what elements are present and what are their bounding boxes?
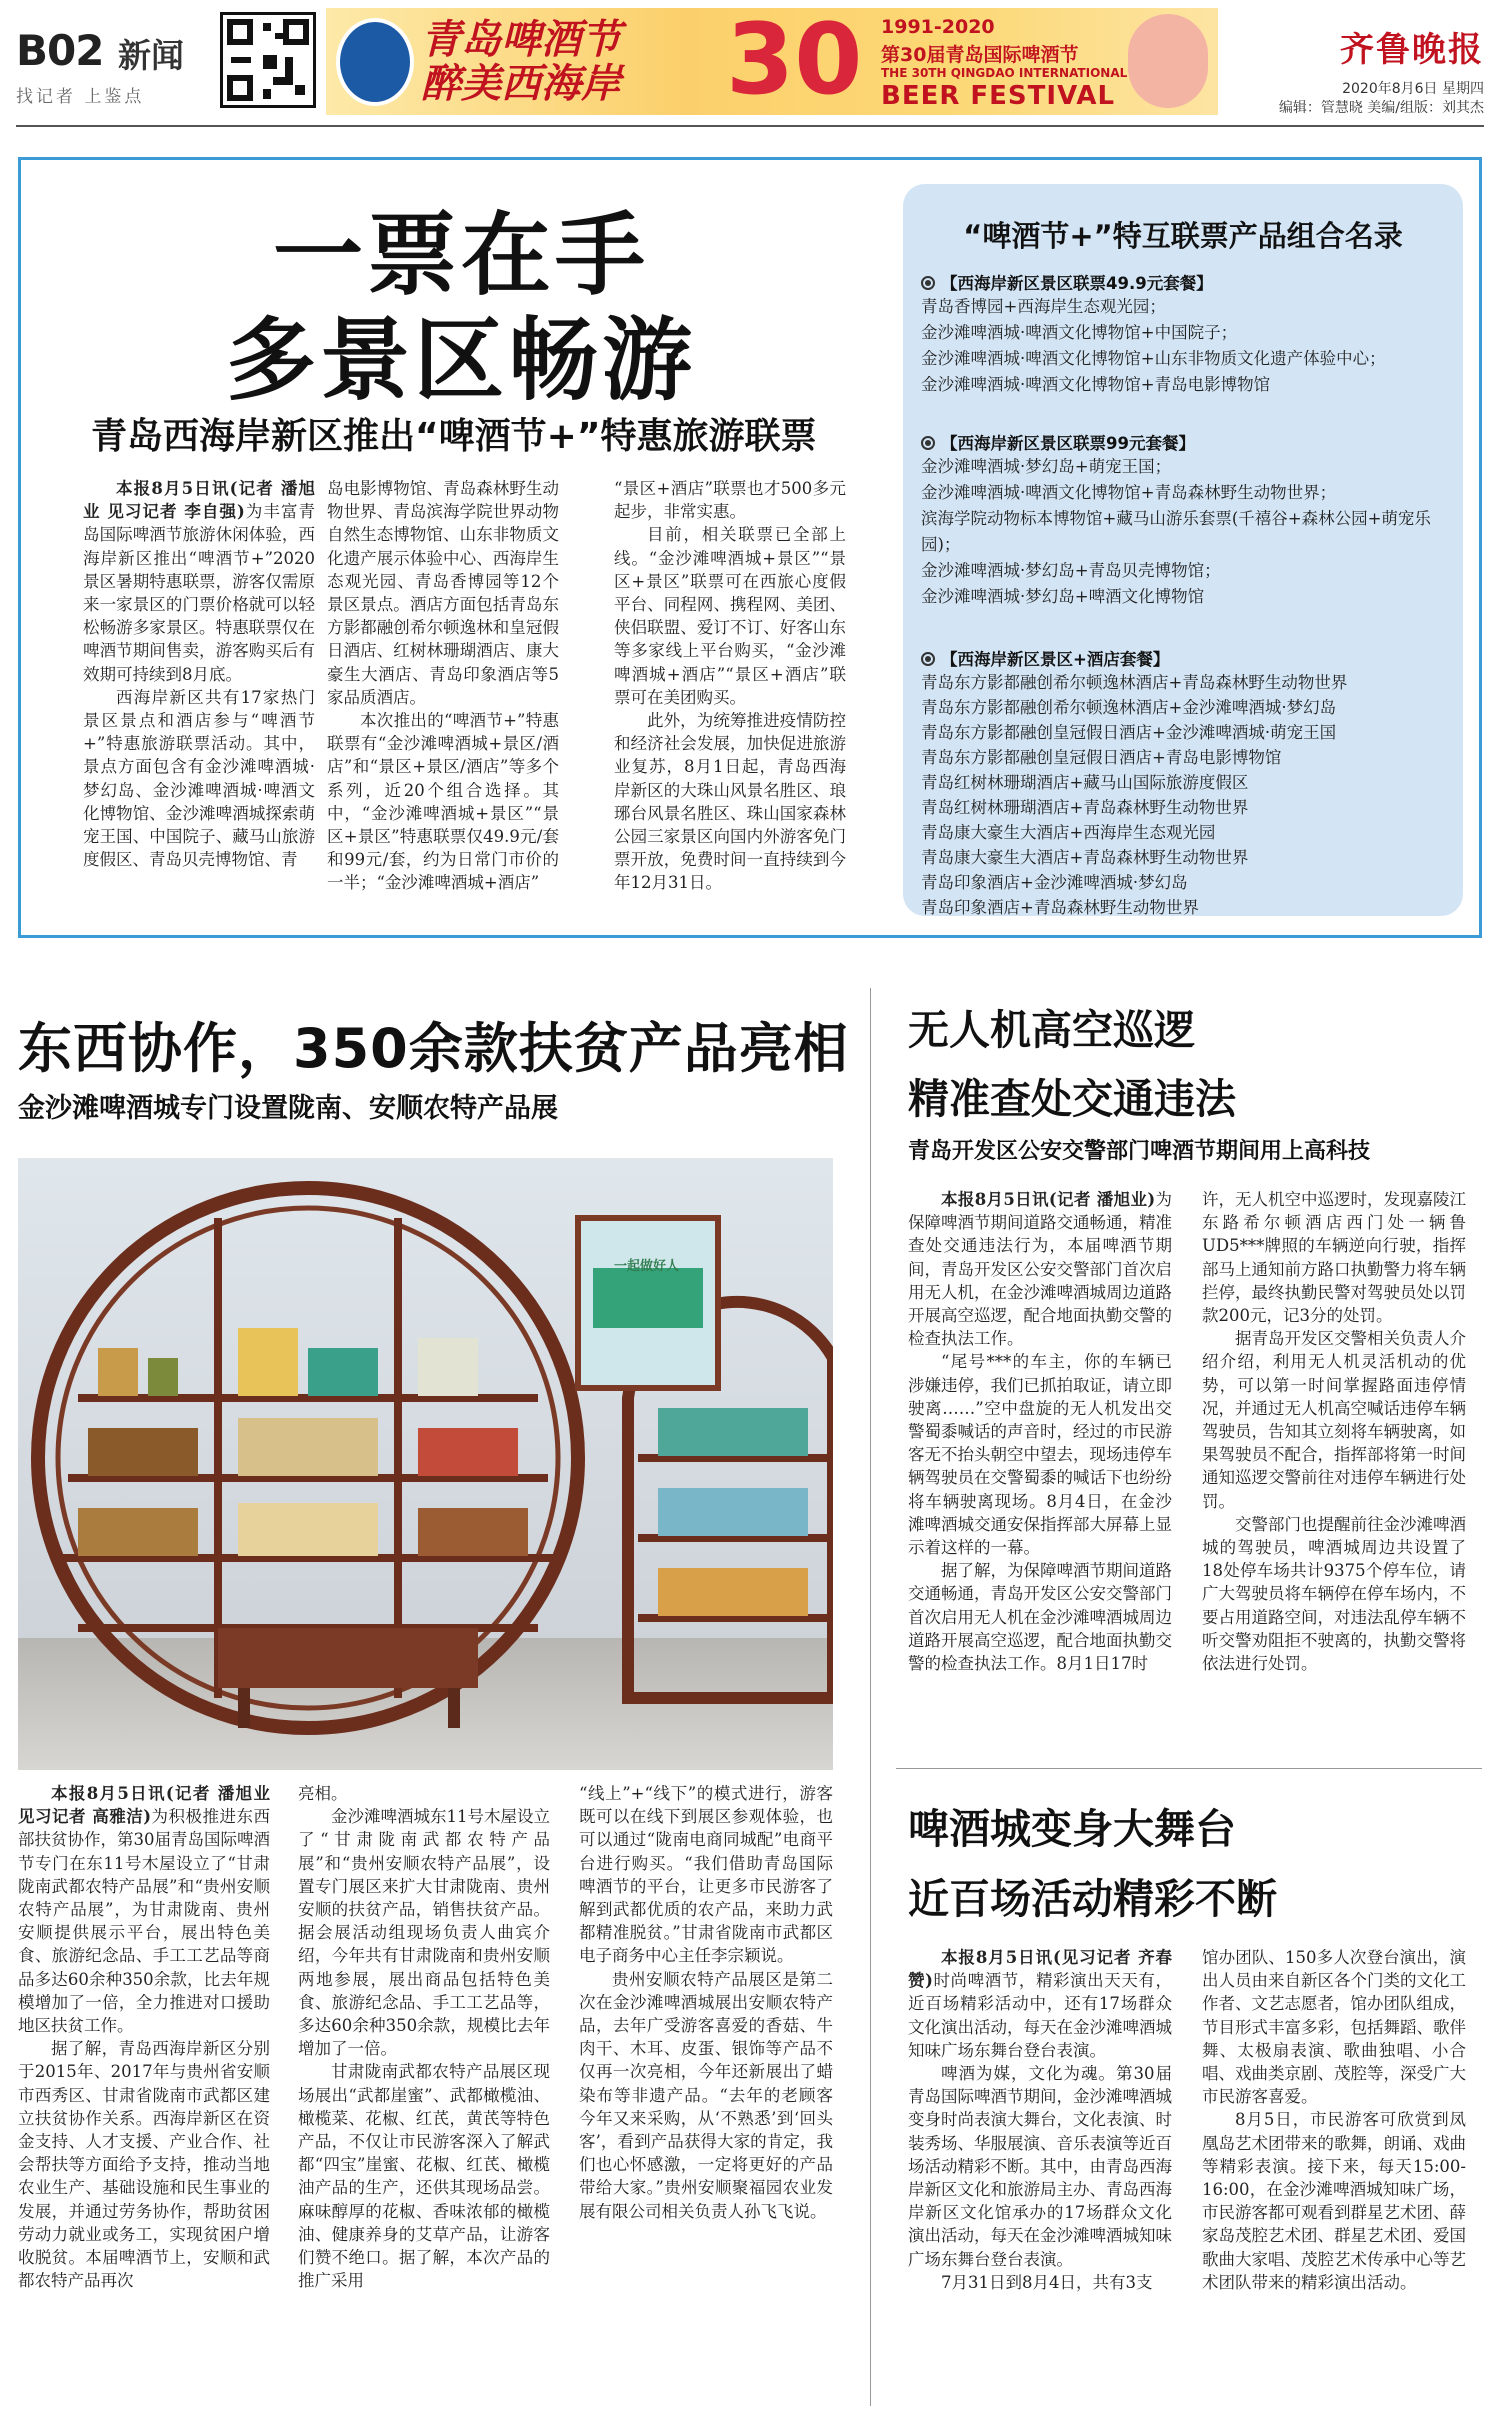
article-paragraph: “景区+酒店”联票也才500多元起步，非常实惠。 <box>614 479 846 522</box>
story1-subhead: 青岛西海岸新区推出“啤酒节+”特惠旅游联票 <box>91 416 817 457</box>
exhibition-photo <box>18 1158 833 1770</box>
list-item: 金沙滩啤酒城·梦幻岛+萌宠王国； <box>921 457 1172 476</box>
list-item: 青岛东方影都融创希尔顿逸林酒店+青岛森林野生动物世界 <box>921 673 1348 692</box>
festival-banner <box>326 8 1218 115</box>
story2-column-2 <box>298 1782 550 2292</box>
page-header <box>0 0 1500 115</box>
qr-code-icon[interactable] <box>220 12 316 108</box>
list-item: 青岛康大豪生大酒店+青岛森林野生动物世界 <box>921 848 1249 867</box>
photo-box-label: 一起做好人 <box>614 1259 680 1274</box>
story4-column-2 <box>1202 1946 1466 2294</box>
story2-subhead: 金沙滩啤酒城专门设置陇南、安顺农特产品展 <box>18 1093 558 1124</box>
banner-beer-festival: BEER FESTIVAL <box>881 81 1116 111</box>
page-number: B02 <box>16 26 104 75</box>
story3-column-1 <box>908 1188 1172 1675</box>
newspaper-logo: 齐鲁晚报 <box>1340 30 1484 70</box>
article-paragraph: 交警部门也提醒前往金沙滩啤酒城的驾驶员，啤酒城周边共设置了18处停车场共计9375个停车位，请广大驾驶员将车辆停在停车场内，不要占用道路空间，对违法乱停车辆不听交警劝阻拒不驶离的，执勤交警将依法进行处罚。 <box>1202 1514 1466 1674</box>
package-title: 【西海岸新区景区联票99元套餐】 <box>941 434 1195 453</box>
article-paragraph: 据了解，为保障啤酒节期间道路交通畅通，青岛开发区公安交警部门首次启用无人机在金沙滩啤酒城周边道路开展高空巡逻，配合地面执勤交警的检查执法工作。8月1日17时 <box>908 1561 1172 1674</box>
list-item: 青岛康大豪生大酒店+西海岸生态观光园 <box>921 823 1216 842</box>
editor-credits: 编辑：管慧晓 美编/组版：刘其杰 <box>1278 100 1484 116</box>
list-item: 金沙滩啤酒城·啤酒文化博物馆+青岛电影博物馆 <box>921 375 1271 394</box>
byline: 本报8月5日讯(记者 潘旭业) <box>941 1190 1156 1209</box>
package-title: 【西海岸新区景区+酒店套餐】 <box>941 650 1170 669</box>
list-item: 金沙滩啤酒城·啤酒文化博物馆+中国院子； <box>921 323 1238 342</box>
section-name: 新闻 <box>118 36 184 75</box>
section-slogan: 找记者 上鉴点 <box>16 87 145 107</box>
article-paragraph: “尾号***的车主，你的车辆已涉嫌违停，我们已抓拍取证，请立即驶离……”空中盘旋的无人机发出交警蜀黍喊话的声音时，经过的市民游客无不抬头朝空中望去，现场违停车辆驾驶员在交警蜀黍的喊话下也纷纷将车辆驶离现场。8月4日，在金沙滩啤酒城交通安保指挥部大屏幕上显示着这样的一幕。 <box>908 1352 1172 1558</box>
list-item: 青岛红树林珊瑚酒店+青岛森林野生动物世界 <box>921 798 1249 817</box>
article-paragraph: 此外，为统筹推进疫情防控和经济社会发展，加快促进旅游业复苏，8月1日起，青岛西海岸新区的大珠山风景名胜区、琅琊台风景名胜区、珠山国家森林公园三家景区向国内外游客免门票开放，免费时间一直持续到今年12月31日。 <box>614 711 846 893</box>
story1-column-2 <box>327 477 559 895</box>
bullet-circle-icon <box>921 436 935 450</box>
story4-column-1 <box>908 1946 1172 2294</box>
article-paragraph: 本报8月5日讯(记者 潘旭业 见习记者 高雅洁)为积极推进东西部扶贫协作，第30届青岛国际啤酒节专门在东11号木屋设立了“甘肃陇南武都农特产品展”和“贵州安顺农特产品展”，为甘肃陇南、贵州安顺提供展示平台，展出特色美食、旅游纪念品、手工工艺品等商品多达60余种350余款，比去年规模增加了一倍，全力推进对口援助地区扶贫工作。 <box>18 1784 271 2036</box>
article-paragraph: 岛电影博物馆、青岛森林野生动物世界、青岛滨海学院世界动物自然生态博物馆、山东非物质文化遗产展示体验中心、西海岸生态观光园、青岛香博园等12个景区景点。酒店方面包括青岛东方影都融创希尔顿逸林和皇冠假日酒店、红树林珊瑚酒店、康大豪生大酒店、青岛印象酒店等5家品质酒店。 <box>327 479 559 707</box>
article-paragraph: 本次推出的“啤酒节+”特惠联票有“金沙滩啤酒城+景区/酒店”和“景区+景区/酒店”等多个系列，近20个组合选择。其中，“金沙滩啤酒城+景区”“景区+景区”特惠联票仅49.9元/套和99元/套，约为日常门市价的一半；“金沙滩啤酒城+酒店” <box>327 711 559 893</box>
story1-column-1 <box>83 477 315 871</box>
ticket-combo-list <box>903 184 1463 916</box>
article-paragraph: 金沙滩啤酒城东11号木屋设立了“甘肃陇南武都农特产品展”和“贵州安顺农特产品展”，设置专门展区来扩大甘肃陇南、贵州安顺的扶贫产品，销售扶贫产品。据会展活动组现场负责人曲宾介绍，今年共有甘肃陇南和贵州安顺两地参展，展出商品包括特色美食、旅游纪念品、手工工艺品等，多达60余种350余款，规模比去年增加了一倍。 <box>298 1807 550 2059</box>
top-story-box <box>18 157 1482 938</box>
column-divider <box>870 988 871 2406</box>
list-item: 金沙滩啤酒城·啤酒文化博物馆+青岛森林野生动物世界； <box>921 483 1337 502</box>
bullet-circle-icon <box>921 276 935 290</box>
list-item: 滨海学院动物标本博物馆+藏马山游乐套票(千禧谷+森林公园+萌宠乐园)； <box>921 509 1431 554</box>
list-item: 金沙滩啤酒城·梦幻岛+青岛贝壳博物馆； <box>921 561 1221 580</box>
byline: 本报8月5日讯(记者 潘旭业 见习记者 李自强) <box>83 479 315 522</box>
article-paragraph: 据了解，青岛西海岸新区分别于2015年、2017年与贵州省安顺市西秀区、甘肃省陇南市武都区建立扶贫协作关系。西海岸新区在资金支持、人才支援、产业合作、社会帮扶等方面给予支持，推动当地农业生产、基础设施和民生事业的发展，并通过劳务协作，帮助贫困劳动力就业或务工，实现贫困户增收脱贫。本届啤酒节上，安顺和武都农特产品再次 <box>18 2039 270 2291</box>
story3-column-2 <box>1202 1188 1466 1675</box>
list-item: 金沙滩啤酒城·啤酒文化博物馆+山东非物质文化遗产体验中心； <box>921 349 1386 368</box>
header-divider <box>16 125 1484 127</box>
article-paragraph: 据青岛开发区交警相关负责人介绍介绍，利用无人机灵活机动的优势，可以第一时间掌握路面违停情况，并通过无人机高空喊话违停车辆驾驶员，告知其立刻将车辆驶离，如果驾驶员不配合，指挥部将第一时间通知巡逻交警前往对违停车辆进行处罚。 <box>1202 1329 1466 1511</box>
article-paragraph: 目前，相关联票已全部上线。“金沙滩啤酒城+景区”“景区+景区”联票可在西旅心度假平台、同程网、携程网、美团、侠侣联盟、爱订不订、好客山东等多家线上平台购买，“金沙滩啤酒城+酒店”“景区+酒店”联票可在美团购买。 <box>614 525 846 707</box>
article-paragraph: 许，无人机空中巡逻时，发现嘉陵江东路希尔顿酒店西门处一辆鲁UD5***牌照的车辆逆向行驶，指挥部马上通知前方路口执勤警力将车辆拦停，最终执勤民警对驾驶员处以罚款200元，记3分的处罚。 <box>1202 1190 1466 1326</box>
article-paragraph: 本报8月5日讯(记者 潘旭业)为保障啤酒节期间道路交通畅通，精准查处交通违法行为，本届啤酒节期间，青岛开发区公安交警部门首次启用无人机，在金沙滩啤酒城周边道路开展高空巡逻，配合地面执勤交警的检查执法工作。 <box>908 1190 1173 1349</box>
list-item: 青岛香博园+西海岸生态观光园； <box>921 297 1166 316</box>
package-49 <box>921 270 1451 398</box>
byline: 本报8月5日讯(见习记者 齐春赞) <box>908 1948 1172 1991</box>
article-paragraph: 亮相。 <box>298 1784 348 1803</box>
article-paragraph: “线上”+“线下”的模式进行，游客既可以在线下到展区参观体验，也可以通过“陇南电商同城配”电商平台进行购买。“我们借助青岛国际啤酒节的平台，让更多市民游客了解到武都优质的农产品，来助力武都精准脱贫。”甘肃省陇南市武都区电子商务中心主任李宗颖说。 <box>579 1784 833 1966</box>
article-paragraph: 馆办团队、150多人次登台演出，演出人员由来自新区各个门类的文化工作者、文艺志愿者，馆办团队组成，节目形式丰富多彩，包括舞蹈、歌伴舞、太极扇表演、歌曲独唱、小合唱、戏曲类京剧、茂腔等，深受广大市民游客喜爱。 <box>1202 1948 1466 2107</box>
list-item: 青岛红树林珊瑚酒店+藏马山国际旅游度假区 <box>921 773 1249 792</box>
story-divider <box>896 1768 1482 1769</box>
article-paragraph: 8月5日，市民游客可欣赏到凤凰岛艺术团带来的歌舞，朗诵、戏曲等精彩表演。接下来，每天15:00-16:00，在金沙滩啤酒城知味广场，市民游客都可观看到群星艺术团、薛家岛茂腔艺术团、群星艺术团、爱国歌曲大家唱、茂腔艺术传承中心等艺术团队带来的精彩演出活动。 <box>1202 2110 1466 2292</box>
story3-headline-line1: 无人机高空巡逻 <box>908 1006 1195 1054</box>
story4-headline-line2: 近百场活动精彩不断 <box>908 1875 1277 1923</box>
banner-30-mark: 30 <box>726 8 863 115</box>
article-paragraph: 啤酒为媒，文化为魂。第30届青岛国际啤酒节期间，金沙滩啤酒城变身时尚表演大舞台，文化表演、时装秀场、华服展演、音乐表演等近百场活动精彩不断。其中，由青岛西海岸新区文化和旅游局主办、青岛西海岸新区文化馆承办的17场群众文化演出活动，每天在金沙滩啤酒城知味广场东舞台登台表演。 <box>908 2064 1172 2269</box>
list-item: 青岛东方影都融创皇冠假日酒店+青岛电影博物馆 <box>921 748 1282 767</box>
mascot-icon <box>1128 14 1208 108</box>
story3-subhead: 青岛开发区公安交警部门啤酒节期间用上高科技 <box>908 1139 1371 1164</box>
article-paragraph: 甘肃陇南武都农特产品展区现场展出“武都崖蜜”、武都橄榄油、橄榄菜、花椒、红芪，黄芪等特色产品，不仅让市民游客深入了解武都“四宝”崖蜜、花椒、红芪、橄榄油产品的生产，还供其现场品尝。麻味醇厚的花椒、香味浓郁的橄榄油、健康养身的艾草产品，让游客们赞不绝口。据了解，本次产品的推广采用 <box>298 2062 550 2291</box>
banner-edition: 第30届青岛国际啤酒节 <box>881 44 1079 66</box>
story2-headline: 东西协作，350余款扶贫产品亮相 <box>18 1017 849 1080</box>
story2-column-3 <box>579 1782 833 2223</box>
bullet-circle-icon <box>921 652 935 666</box>
banner-festival-slogan: 青岛啤酒节 醉美西海岸 <box>421 16 621 107</box>
story1-headline-line1: 一票在手 <box>273 203 649 308</box>
package-title: 【西海岸新区景区联票49.9元套餐】 <box>941 274 1213 293</box>
article-paragraph: 西海岸新区共有17家热门景区景点和酒店参与“啤酒节+”特惠旅游联票活动。其中，景点方面包含有金沙滩啤酒城·梦幻岛、金沙滩啤酒城·啤酒文化博物馆、金沙滩啤酒城探索萌宠王国、中国院子、藏马山旅游度假区、青岛贝壳博物馆、青 <box>83 687 315 870</box>
package-99 <box>921 430 1451 610</box>
article-paragraph: 本报8月5日讯(见习记者 齐春赞)时尚啤酒节，精彩演出天天有，近百场精彩活动中，还有17场群众文化演出活动，每天在金沙滩啤酒城知味广场东舞台登台表演。 <box>908 1948 1172 2060</box>
article-paragraph: 本报8月5日讯(记者 潘旭业 见习记者 李自强)为丰富青岛国际啤酒节旅游休闲体验，西海岸新区推出“啤酒节+”2020景区暑期特惠联票，游客仅需原来一家景区的门票价格就可以轻松畅游多家景区。特惠联票仅在啤酒节期间售卖，游客购买后有效期可持续到8月底。 <box>83 479 316 684</box>
article-paragraph: 7月31日到8月4日，共有3支 <box>941 2272 1153 2292</box>
list-item: 青岛东方影都融创皇冠假日酒店+金沙滩啤酒城·萌宠王国 <box>921 723 1337 742</box>
story4-headline-line1: 啤酒城变身大舞台 <box>908 1805 1236 1853</box>
story2-column-1 <box>18 1782 270 2292</box>
banner-years: 1991-2020 <box>881 16 995 38</box>
story1-headline <box>21 203 901 413</box>
issue-date: 2020年8月6日 星期四 <box>1342 81 1484 97</box>
list-item: 金沙滩啤酒城·梦幻岛+啤酒文化博物馆 <box>921 587 1205 606</box>
byline: 本报8月5日讯(记者 潘旭业 见习记者 高雅洁) <box>18 1784 270 1827</box>
list-item: 青岛印象酒店+金沙滩啤酒城·梦幻岛 <box>921 873 1188 892</box>
package-hotel <box>921 646 1451 920</box>
story3-headline-line2: 精准查处交通违法 <box>908 1075 1236 1123</box>
list-item: 青岛印象酒店+青岛森林野生动物世界 <box>921 898 1199 917</box>
combo-list-title: “啤酒节+”特互联票产品组合名录 <box>963 219 1403 253</box>
banner-english: THE 30TH QINGDAO INTERNATIONAL <box>881 66 1128 80</box>
festival-emblem-icon <box>336 18 414 106</box>
list-item: 青岛东方影都融创希尔顿逸林酒店+金沙滩啤酒城·梦幻岛 <box>921 698 1337 717</box>
article-paragraph: 贵州安顺农特产品展区是第二次在金沙滩啤酒城展出安顺农特产品，去年广受游客喜爱的香菇、牛肉干、木耳、皮蛋、银饰等产品不仅再一次亮相，今年还新展出了蜡染布等非遗产品。“去年的老顾客今年又来采购，从‘不熟悉’到‘回头客’，看到产品获得大家的肯定，我们也心怀感激，一定将更好的产品带给大家。”贵州安顺聚福园农业发展有限公司相关负责人孙飞飞说。 <box>579 1969 833 2221</box>
story1-column-3 <box>614 477 846 895</box>
story1-headline-line2: 多景区畅游 <box>226 308 696 413</box>
